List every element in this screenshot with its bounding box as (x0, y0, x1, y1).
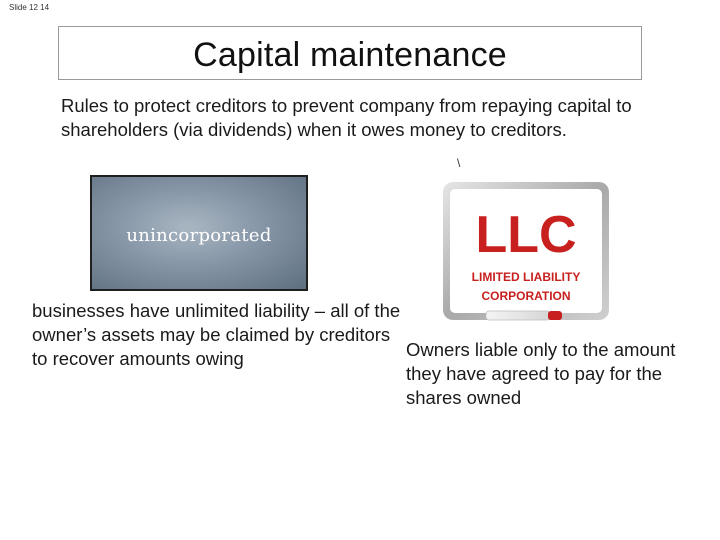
llc-whiteboard-image (440, 180, 612, 332)
marker-cap (548, 311, 562, 320)
unincorporated-label: unincorporated (126, 225, 272, 246)
whiteboard-graphic (440, 180, 612, 332)
unincorporated-image (90, 175, 308, 291)
board-line2-text: CORPORATION (481, 289, 571, 303)
page-title: Capital maintenance (193, 36, 507, 74)
llc-description: Owners liable only to the amount they have agreed to pay for the shares owned (406, 339, 676, 408)
slide-number: Slide 12 14 (9, 3, 50, 12)
unincorporated-description: businesses have unlimited liability – all of the owner’s assets may be claimed by creditors to recover amounts owing (32, 300, 401, 369)
stray-mark: \ (457, 156, 461, 170)
marker-body (486, 311, 550, 320)
board-llc-text: LLC (475, 206, 577, 264)
board-line1-text: LIMITED LIABILITY (471, 270, 581, 284)
title-box (58, 26, 642, 80)
intro-text: Rules to protect creditors to prevent company from repaying capital to shareholders (via dividends) when it owes money to creditors. (61, 95, 632, 140)
